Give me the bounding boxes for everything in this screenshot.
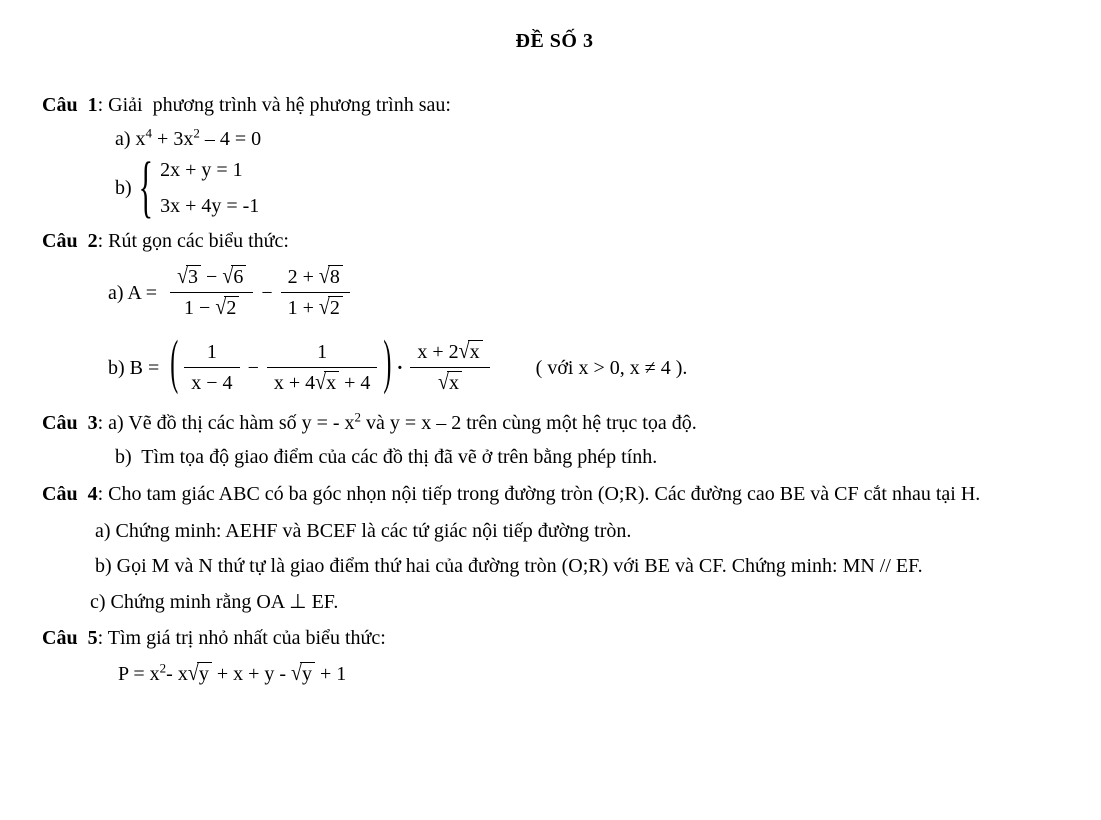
q4-item-c: [42, 589, 1067, 615]
q2-label: Câu 2: [42, 230, 98, 252]
q3-item-b: [42, 444, 1067, 470]
math-text: + x + y -: [211, 662, 292, 685]
q4-heading: [42, 480, 1067, 508]
math-text: x: [135, 128, 146, 150]
q5-colon: :: [97, 626, 104, 649]
sqrt-radicand: x: [468, 340, 483, 363]
perpendicular-symbol: ⊥: [289, 590, 307, 613]
sqrt-icon: √: [177, 264, 189, 289]
math-operator: −: [201, 266, 223, 288]
math-text: 1 −: [184, 297, 216, 319]
fraction-numerator: 1: [317, 341, 328, 363]
q3-heading: [42, 410, 1067, 436]
math-text: + 3x: [152, 128, 194, 150]
q3-colon: :: [97, 412, 104, 434]
exponent: 4: [145, 125, 153, 141]
q4-intro: Cho tam giác ABC có ba góc nhọn nội tiếp trong đường tròn (O;R). Các đường cao BE và CF cắt nhau tại H.: [103, 483, 981, 505]
q1-item-b: [42, 149, 1067, 225]
fraction: [281, 262, 350, 323]
q5-heading: [42, 625, 1067, 651]
sqrt-radicand: 6: [231, 265, 246, 288]
q4-b-text: b) Gọi M và N thứ tự là giao điểm thứ hai của đường tròn (O;R) với BE và CF. Chứng minh: MN // EF.: [95, 555, 923, 578]
q1-a-label: a): [115, 128, 136, 150]
sqrt-radicand: x: [447, 371, 462, 394]
fraction-denominator: [170, 292, 253, 323]
q4-item-a: [42, 518, 1067, 544]
system-brace-icon: {: [138, 149, 154, 225]
fraction: [410, 337, 489, 398]
sqrt-radical: [188, 661, 212, 687]
q1-label: Câu 1: [42, 94, 98, 116]
fraction-denominator: [281, 292, 350, 323]
exponent: 2: [159, 660, 167, 676]
sqrt-icon: √: [318, 295, 330, 320]
sqrt-icon: √: [291, 660, 303, 686]
q2-item-b: [42, 331, 1067, 398]
exponent: 2: [193, 125, 200, 141]
sqrt-radicand: 2: [224, 296, 239, 319]
q2-heading: [42, 228, 1067, 254]
sqrt-radicand: y: [300, 662, 315, 685]
sqrt-radical: [319, 264, 343, 290]
fraction: [170, 262, 253, 323]
fraction-numerator: 1: [206, 341, 217, 363]
page-title: ĐỀ SỐ 3: [515, 30, 594, 52]
q4-item-b: [42, 552, 1067, 580]
system-equation-2: 3x + 4y = -1: [160, 195, 260, 217]
sqrt-radical: [315, 370, 339, 396]
q3-label: Câu 3: [42, 412, 98, 434]
sqrt-radical: [459, 339, 483, 365]
math-operator: −: [261, 281, 273, 304]
fraction-numerator: [410, 337, 489, 367]
q2-colon: :: [97, 230, 104, 252]
fraction-denominator: [267, 367, 378, 398]
q1-intro: Giải phương trình và hệ phương trình sau:: [103, 94, 451, 116]
sqrt-icon: √: [458, 339, 470, 364]
math-text: x + 2: [417, 341, 459, 363]
sqrt-radicand: 8: [328, 265, 343, 288]
system-equation-1: 2x + y = 1: [160, 159, 243, 181]
sqrt-radicand: 2: [328, 296, 343, 319]
q2-intro: Rút gọn các biểu thức:: [103, 230, 289, 252]
q1-b-label: b): [115, 177, 132, 199]
sqrt-radicand: y: [197, 662, 212, 685]
q4-colon: :: [97, 483, 104, 505]
sqrt-radical: [438, 370, 462, 396]
q1-colon: :: [97, 94, 104, 116]
fraction-denominator: x − 4: [184, 367, 239, 398]
fraction: [267, 337, 378, 398]
sqrt-icon: √: [315, 370, 327, 395]
sqrt-radical: [319, 295, 343, 321]
equation-system: [160, 158, 259, 218]
q4-label: Câu 4: [42, 483, 98, 505]
multiply-dot: .: [397, 351, 403, 374]
q2-b-label: b) B =: [108, 356, 165, 379]
sqrt-radicand: x: [324, 371, 339, 394]
fraction-denominator: [410, 367, 489, 398]
sqrt-radical: [291, 661, 315, 687]
math-operator: −: [247, 356, 259, 379]
sqrt-radical: [222, 264, 246, 290]
q1-heading: [42, 92, 1067, 118]
sqrt-icon: √: [438, 370, 450, 395]
sqrt-icon: √: [222, 264, 234, 289]
math-text: – 4 = 0: [199, 128, 262, 150]
q2-a-label: a) A =: [108, 281, 163, 304]
fraction-numerator: [170, 262, 253, 292]
sqrt-radical: [215, 295, 239, 321]
math-text: + 4: [339, 372, 371, 394]
sqrt-icon: √: [187, 660, 199, 686]
sqrt-icon: √: [215, 295, 227, 320]
q1-item-a: [42, 126, 1067, 152]
domain-condition: ( với x > 0, x ≠ 4 ).: [535, 356, 688, 379]
math-text: P = x: [118, 662, 160, 685]
q5-formula: [42, 661, 1067, 687]
math-text: 1 +: [287, 297, 319, 319]
math-text: - x: [166, 662, 188, 685]
close-paren-icon: ): [383, 331, 392, 397]
q3-a-text: a) Vẽ đồ thị các hàm số y = - x: [103, 412, 355, 434]
exponent: 2: [354, 409, 362, 425]
sqrt-radical: [177, 264, 201, 290]
q3-a-text: và y = x – 2 trên cùng một hệ trục tọa độ.: [361, 412, 697, 434]
math-text: 2 +: [287, 266, 319, 288]
math-text: + 1: [315, 662, 347, 685]
fraction-numerator: [281, 262, 350, 292]
q4-c-text: c) Chứng minh rằng OA: [90, 590, 290, 613]
sqrt-radicand: 3: [186, 265, 201, 288]
q3-b-text: b) Tìm tọa độ giao điểm của các đồ thị đã vẽ ở trên bằng phép tính.: [115, 446, 658, 468]
q2-item-a: [42, 262, 1067, 323]
q5-intro: Tìm giá trị nhỏ nhất của biểu thức:: [103, 626, 386, 649]
math-text: x + 4: [273, 372, 316, 394]
q4-a-text: a) Chứng minh: AEHF và BCEF là các tứ giác nội tiếp đường tròn.: [95, 520, 632, 543]
q5-label: Câu 5: [42, 626, 98, 649]
open-paren-icon: (: [170, 331, 179, 397]
q4-c-text: EF.: [306, 590, 339, 613]
sqrt-icon: √: [318, 264, 330, 289]
fraction: [184, 337, 239, 398]
